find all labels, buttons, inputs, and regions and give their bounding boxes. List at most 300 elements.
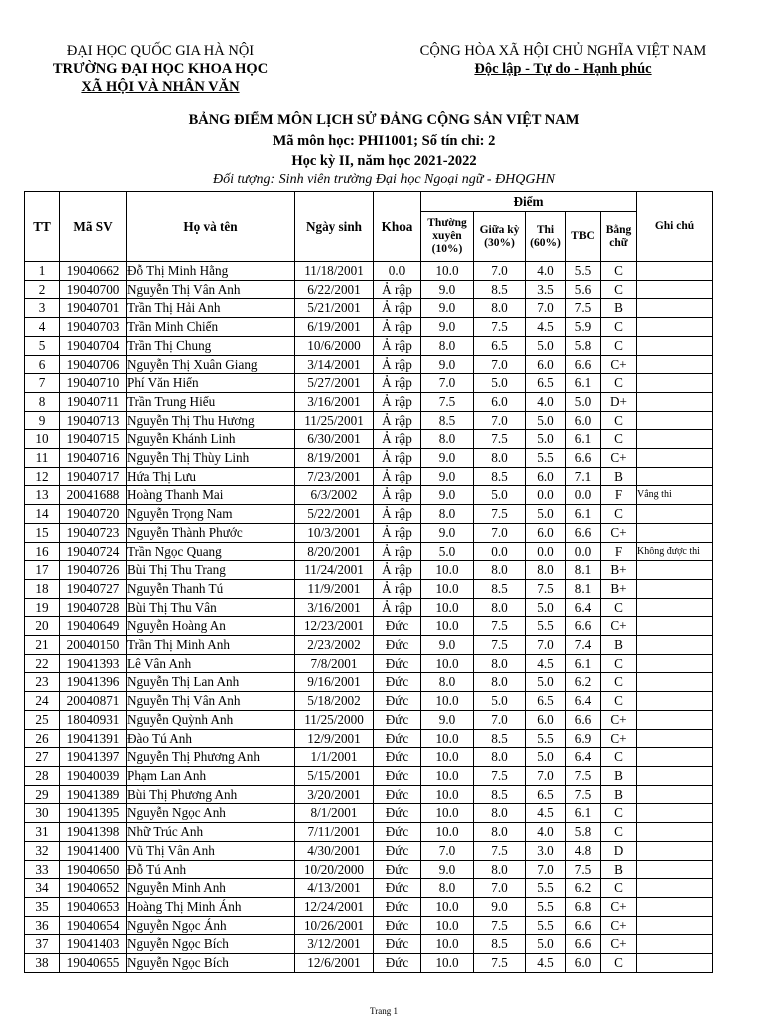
student-name: Vũ Thị Vân Anh [127,841,295,860]
final-score: 5.0 [526,336,566,355]
row-number: 27 [25,748,60,767]
faculty: Ả rập [374,449,421,468]
faculty: Đức [374,823,421,842]
table-row [25,636,713,655]
student-name: Trần Minh Chiến [127,318,295,337]
birth-date: 10/3/2001 [295,523,374,542]
midterm-score: 7.5 [474,505,526,524]
birth-date: 5/22/2001 [295,505,374,524]
row-number: 28 [25,766,60,785]
school-name-line1: TRƯỜNG ĐẠI HỌC KHOA HỌC [52,61,269,77]
average-score: 5.5 [566,262,601,281]
table-row [25,449,713,468]
row-number: 20 [25,617,60,636]
student-id: 19040662 [60,262,127,281]
midterm-score: 6.0 [474,392,526,411]
midterm-score: 7.0 [474,355,526,374]
note [637,392,713,411]
student-id: 19040715 [60,430,127,449]
row-number: 24 [25,692,60,711]
birth-date: 8/1/2001 [295,804,374,823]
student-name: Nguyễn Minh Anh [127,879,295,898]
student-name: Đỗ Tú Anh [127,860,295,879]
midterm-score: 8.5 [474,935,526,954]
student-name: Nguyễn Ngọc Bích [127,954,295,973]
student-id: 19040652 [60,879,127,898]
header-full-name: Họ và tên [127,192,295,262]
average-score: 8.1 [566,561,601,580]
final-score: 7.0 [526,636,566,655]
average-score: 7.5 [566,299,601,318]
faculty: Ả rập [374,598,421,617]
midterm-score: 7.0 [474,523,526,542]
student-id: 19040706 [60,355,127,374]
average-score: 6.4 [566,598,601,617]
student-id: 19040728 [60,598,127,617]
note [637,916,713,935]
table-row [25,804,713,823]
average-score: 6.2 [566,879,601,898]
header-student-id: Mã SV [60,192,127,262]
row-number: 15 [25,523,60,542]
table-row [25,860,713,879]
document-title: BẢNG ĐIỂM MÔN LỊCH SỬ ĐẢNG CỘNG SẢN VIỆT NAM [188,112,580,128]
note [637,692,713,711]
letter-grade: C [601,804,637,823]
row-number: 6 [25,355,60,374]
faculty: Đức [374,954,421,973]
student-id: 20041688 [60,486,127,505]
faculty: Đức [374,766,421,785]
birth-date: 10/26/2001 [295,916,374,935]
final-score: 0.0 [526,542,566,561]
student-name: Đào Tú Anh [127,729,295,748]
average-score: 7.4 [566,636,601,655]
header-midterm-score: Giữa kỳ (30%) [474,212,526,262]
letter-grade: C+ [601,617,637,636]
midterm-score: 7.0 [474,879,526,898]
header-regular-score: Thường xuyên (10%) [421,212,474,262]
student-name: Trần Thị Minh Anh [127,636,295,655]
student-id: 19040653 [60,897,127,916]
birth-date: 3/14/2001 [295,355,374,374]
student-id: 19040655 [60,954,127,973]
note [637,748,713,767]
note [637,374,713,393]
row-number: 14 [25,505,60,524]
note [637,318,713,337]
letter-grade: C [601,374,637,393]
student-name: Phạm Lan Anh [127,766,295,785]
student-id: 19040650 [60,860,127,879]
note [637,299,713,318]
student-name: Nguyễn Trọng Nam [127,505,295,524]
average-score: 6.1 [566,654,601,673]
student-id: 19040716 [60,449,127,468]
average-score: 6.6 [566,916,601,935]
student-id: 19040723 [60,523,127,542]
letter-grade: C [601,430,637,449]
table-row [25,748,713,767]
note: Vắng thi [637,486,713,505]
term-info: Học kỳ II, năm học 2021-2022 [291,153,477,169]
regular-score: 9.0 [421,636,474,655]
student-id: 19040726 [60,561,127,580]
final-score: 6.5 [526,374,566,393]
header-final-score: Thi (60%) [526,212,566,262]
table-row [25,935,713,954]
faculty: Ả rập [374,505,421,524]
student-name: Nguyễn Hoàng An [127,617,295,636]
letter-grade: F [601,486,637,505]
regular-score: 8.0 [421,505,474,524]
note [637,804,713,823]
row-number: 17 [25,561,60,580]
final-score: 6.5 [526,692,566,711]
average-score: 5.8 [566,336,601,355]
regular-score: 10.0 [421,935,474,954]
letter-grade: C+ [601,449,637,468]
row-number: 11 [25,449,60,468]
final-score: 7.5 [526,579,566,598]
student-name: Nguyễn Thị Thùy Linh [127,449,295,468]
midterm-score: 8.5 [474,579,526,598]
table-row [25,523,713,542]
row-number: 1 [25,262,60,281]
birth-date: 5/18/2002 [295,692,374,711]
final-score: 5.0 [526,748,566,767]
student-id: 19040649 [60,617,127,636]
letter-grade: C [601,823,637,842]
faculty: Ả rập [374,542,421,561]
birth-date: 5/27/2001 [295,374,374,393]
student-name: Nguyễn Thị Vân Anh [127,692,295,711]
regular-score: 10.0 [421,785,474,804]
final-score: 4.5 [526,654,566,673]
note [637,954,713,973]
average-score: 5.6 [566,280,601,299]
note [637,598,713,617]
faculty: Ả rập [374,561,421,580]
student-id: 19040704 [60,336,127,355]
letter-grade: B [601,860,637,879]
note [637,860,713,879]
national-title: CỘNG HÒA XÃ HỘI CHỦ NGHĨA VIỆT NAM [419,43,707,59]
midterm-score: 6.5 [474,336,526,355]
header-average: TBC [566,212,601,262]
student-name: Bùi Thị Thu Vân [127,598,295,617]
final-score: 0.0 [526,486,566,505]
note [637,935,713,954]
faculty: Ả rập [374,430,421,449]
letter-grade: C [601,411,637,430]
student-name: Lê Vân Anh [127,654,295,673]
letter-grade: D [601,841,637,860]
average-score: 5.9 [566,318,601,337]
faculty: 0.0 [374,262,421,281]
letter-grade: C [601,262,637,281]
regular-score: 10.0 [421,579,474,598]
student-name: Trần Thị Hải Anh [127,299,295,318]
regular-score: 9.0 [421,486,474,505]
note [637,785,713,804]
birth-date: 6/30/2001 [295,430,374,449]
faculty: Đức [374,897,421,916]
student-id: 19041398 [60,823,127,842]
row-number: 33 [25,860,60,879]
final-score: 5.5 [526,729,566,748]
letter-grade: C [601,336,637,355]
letter-grade: C [601,692,637,711]
row-number: 12 [25,467,60,486]
student-id: 19040701 [60,299,127,318]
faculty: Ả rập [374,336,421,355]
table-row [25,617,713,636]
faculty: Đức [374,804,421,823]
header-letter-grade: Bằng chữ [601,212,637,262]
regular-score: 8.0 [421,673,474,692]
table-row [25,823,713,842]
student-name: Hoàng Thanh Mai [127,486,295,505]
average-score: 6.0 [566,954,601,973]
note [637,505,713,524]
final-score: 5.0 [526,935,566,954]
average-score: 7.5 [566,766,601,785]
student-name: Nhữ Trúc Anh [127,823,295,842]
letter-grade: C+ [601,710,637,729]
midterm-score: 7.0 [474,710,526,729]
letter-grade: C [601,748,637,767]
midterm-score: 7.5 [474,318,526,337]
midterm-score: 5.0 [474,374,526,393]
letter-grade: B [601,467,637,486]
final-score: 6.0 [526,710,566,729]
row-number: 8 [25,392,60,411]
faculty: Ả rập [374,467,421,486]
midterm-score: 5.0 [474,692,526,711]
final-score: 4.5 [526,954,566,973]
table-row [25,654,713,673]
letter-grade: C [601,673,637,692]
student-id: 19041396 [60,673,127,692]
university-header [28,42,293,96]
note [637,579,713,598]
student-name: Nguyễn Ngọc Bích [127,935,295,954]
midterm-score: 8.0 [474,561,526,580]
student-id: 19040039 [60,766,127,785]
regular-score: 10.0 [421,823,474,842]
table-row [25,841,713,860]
final-score: 8.0 [526,561,566,580]
note [637,467,713,486]
faculty: Đức [374,879,421,898]
faculty: Ả rập [374,486,421,505]
table-row [25,954,713,973]
regular-score: 8.0 [421,336,474,355]
note [637,823,713,842]
birth-date: 10/20/2000 [295,860,374,879]
table-row [25,467,713,486]
birth-date: 7/23/2001 [295,467,374,486]
birth-date: 7/11/2001 [295,823,374,842]
faculty: Đức [374,729,421,748]
regular-score: 9.0 [421,355,474,374]
regular-score: 7.5 [421,392,474,411]
midterm-score: 9.0 [474,897,526,916]
student-name: Trần Thị Chung [127,336,295,355]
regular-score: 7.0 [421,374,474,393]
final-score: 4.0 [526,392,566,411]
letter-grade: C+ [601,897,637,916]
birth-date: 10/6/2000 [295,336,374,355]
average-score: 6.4 [566,748,601,767]
birth-date: 12/24/2001 [295,897,374,916]
midterm-score: 8.0 [474,748,526,767]
table-row [25,879,713,898]
student-id: 19040654 [60,916,127,935]
student-id: 19041397 [60,748,127,767]
average-score: 6.1 [566,804,601,823]
birth-date: 12/6/2001 [295,954,374,973]
regular-score: 8.0 [421,430,474,449]
midterm-score: 8.0 [474,804,526,823]
row-number: 18 [25,579,60,598]
note [637,636,713,655]
student-id: 19041403 [60,935,127,954]
university-name: ĐẠI HỌC QUỐC GIA HÀ NỘI [66,43,255,59]
note [637,355,713,374]
average-score: 0.0 [566,542,601,561]
average-score: 5.8 [566,823,601,842]
final-score: 5.5 [526,879,566,898]
row-number: 7 [25,374,60,393]
birth-date: 11/18/2001 [295,262,374,281]
average-score: 7.5 [566,860,601,879]
average-score: 6.6 [566,449,601,468]
average-score: 6.6 [566,523,601,542]
student-id: 20040871 [60,692,127,711]
final-score: 3.0 [526,841,566,860]
final-score: 5.5 [526,449,566,468]
row-number: 26 [25,729,60,748]
regular-score: 10.0 [421,692,474,711]
letter-grade: B [601,636,637,655]
note [637,841,713,860]
letter-grade: B+ [601,561,637,580]
average-score: 6.0 [566,411,601,430]
student-name: Hoàng Thị Minh Ánh [127,897,295,916]
birth-date: 9/16/2001 [295,673,374,692]
national-motto: Độc lập - Tự do - Hạnh phúc [474,61,652,77]
average-score: 6.6 [566,355,601,374]
table-row [25,299,713,318]
final-score: 5.0 [526,505,566,524]
average-score: 6.1 [566,430,601,449]
row-number: 25 [25,710,60,729]
birth-date: 7/8/2001 [295,654,374,673]
student-name: Nguyễn Thanh Tú [127,579,295,598]
midterm-score: 0.0 [474,542,526,561]
table-row [25,280,713,299]
faculty: Đức [374,841,421,860]
note [637,766,713,785]
birth-date: 3/16/2001 [295,598,374,617]
faculty: Đức [374,748,421,767]
average-score: 7.5 [566,785,601,804]
letter-grade: C [601,879,637,898]
row-number: 5 [25,336,60,355]
midterm-score: 7.5 [474,617,526,636]
birth-date: 2/23/2002 [295,636,374,655]
letter-grade: C [601,954,637,973]
row-number: 23 [25,673,60,692]
student-name: Trần Ngọc Quang [127,542,295,561]
faculty: Ả rập [374,318,421,337]
average-score: 6.6 [566,617,601,636]
regular-score: 9.0 [421,523,474,542]
letter-grade: C+ [601,729,637,748]
birth-date: 4/30/2001 [295,841,374,860]
faculty: Ả rập [374,280,421,299]
student-id: 19041389 [60,785,127,804]
regular-score: 9.0 [421,710,474,729]
note [637,729,713,748]
note [637,280,713,299]
table-row [25,710,713,729]
faculty: Ả rập [374,299,421,318]
final-score: 3.5 [526,280,566,299]
birth-date: 3/20/2001 [295,785,374,804]
student-id: 19040703 [60,318,127,337]
final-score: 5.0 [526,411,566,430]
average-score: 6.2 [566,673,601,692]
regular-score: 10.0 [421,729,474,748]
student-name: Nguyễn Thị Vân Anh [127,280,295,299]
letter-grade: C+ [601,523,637,542]
final-score: 6.0 [526,523,566,542]
regular-score: 9.0 [421,467,474,486]
letter-grade: B+ [601,579,637,598]
student-name: Nguyễn Thị Thu Hương [127,411,295,430]
final-score: 5.0 [526,673,566,692]
table-row [25,729,713,748]
birth-date: 5/15/2001 [295,766,374,785]
birth-date: 6/22/2001 [295,280,374,299]
letter-grade: C [601,654,637,673]
student-name: Bùi Thị Phương Anh [127,785,295,804]
student-name: Nguyễn Ngọc Ánh [127,916,295,935]
row-number: 32 [25,841,60,860]
student-name: Nguyễn Quỳnh Anh [127,710,295,729]
final-score: 5.0 [526,430,566,449]
table-row [25,598,713,617]
student-id: 19041393 [60,654,127,673]
birth-date: 3/12/2001 [295,935,374,954]
faculty: Đức [374,860,421,879]
regular-score: 8.5 [421,411,474,430]
row-number: 29 [25,785,60,804]
regular-score: 10.0 [421,561,474,580]
school-name-line2: XÃ HỘI VÀ NHÂN VĂN [81,79,240,95]
row-number: 36 [25,916,60,935]
header-notes: Ghi chú [637,192,713,262]
regular-score: 10.0 [421,654,474,673]
birth-date: 12/9/2001 [295,729,374,748]
average-score: 8.1 [566,579,601,598]
course-info: Mã môn học: PHI1001; Số tín chỉ: 2 [272,133,496,149]
birth-date: 5/21/2001 [295,299,374,318]
student-id: 19041395 [60,804,127,823]
